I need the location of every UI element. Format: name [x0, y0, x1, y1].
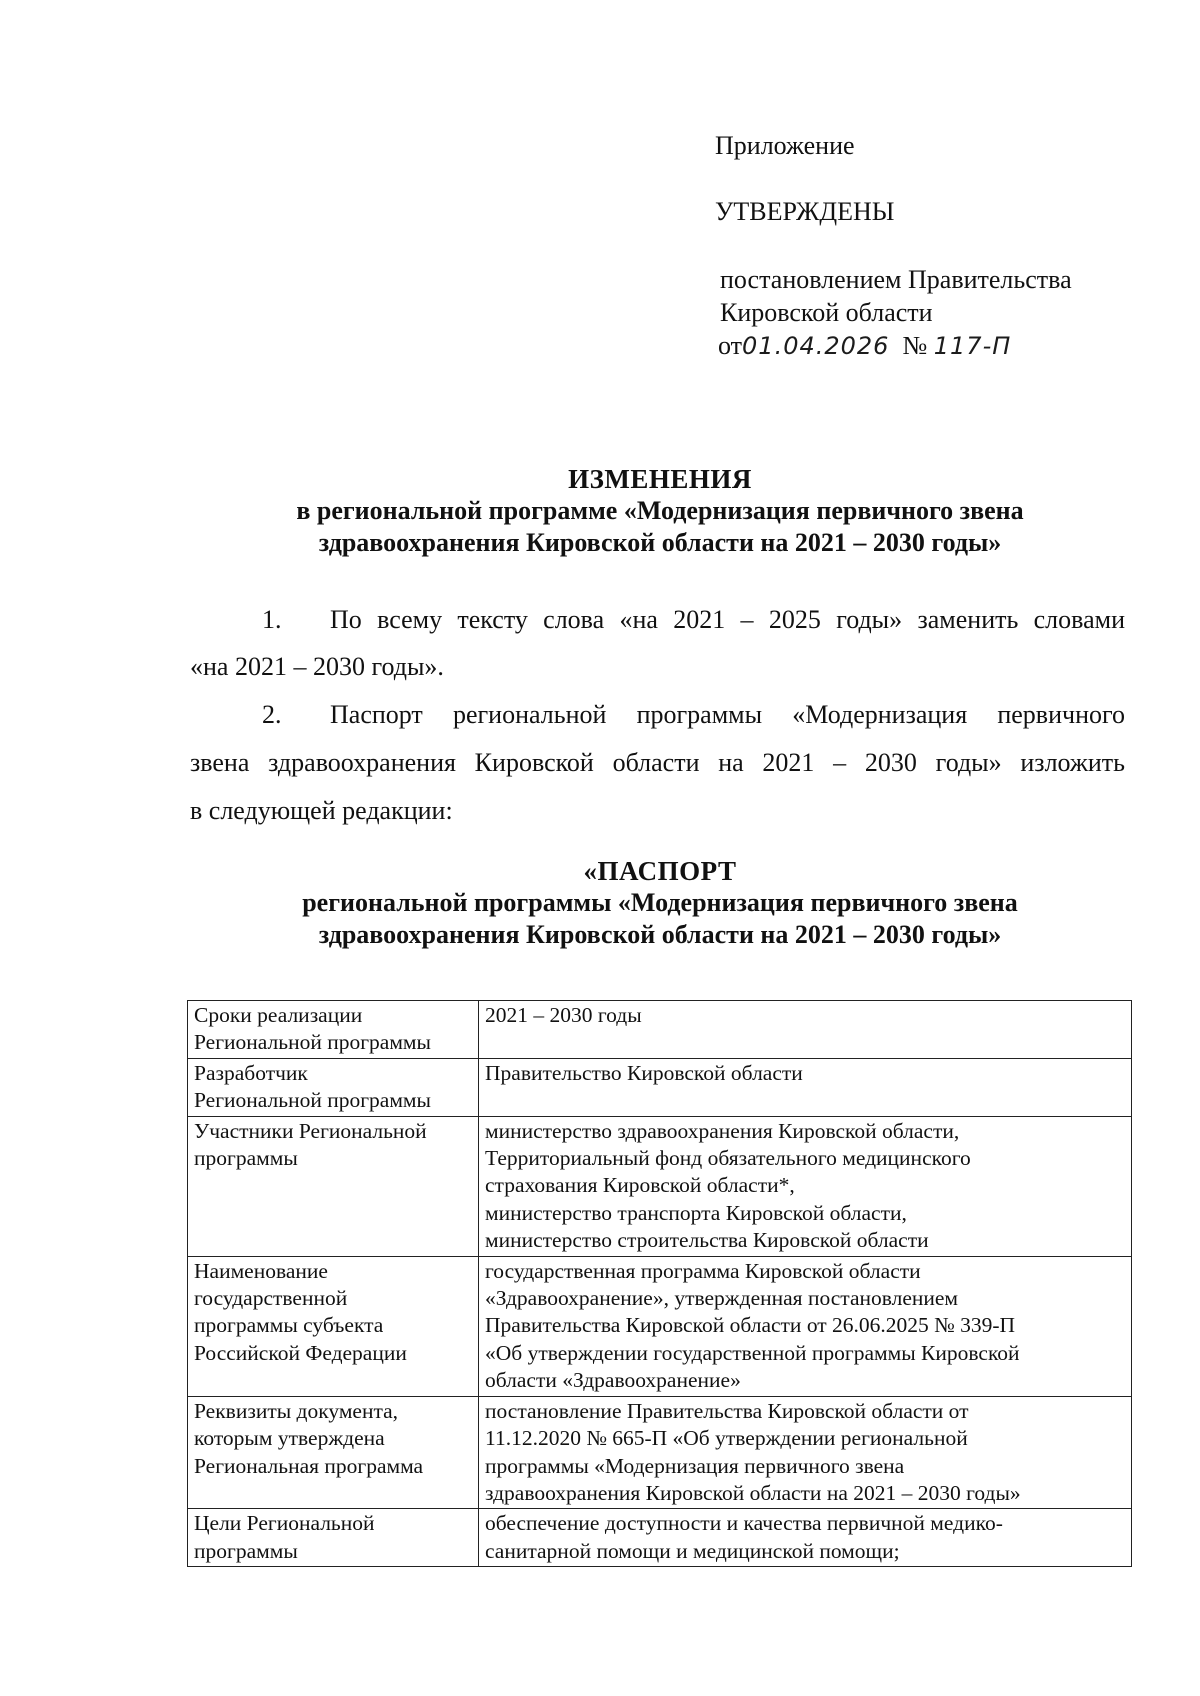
- row-label-line: Российской Федерации: [194, 1340, 407, 1365]
- row-label-line: Цели Региональной: [194, 1511, 375, 1536]
- row-label-line: Участники Региональной: [194, 1118, 427, 1143]
- row-value-cell: [479, 1256, 1132, 1396]
- row-value-line: обеспечение доступности и качества первичной медико-: [485, 1511, 1003, 1536]
- decree-line-2: Кировской области: [720, 298, 933, 327]
- row-value-line: министерство здравоохранения Кировской области,: [485, 1118, 960, 1143]
- row-label-line: Региональной программы: [194, 1088, 431, 1113]
- document-title: ИЗМЕНЕНИЯ: [568, 464, 752, 494]
- row-value-line: области «Здравоохранение»: [485, 1368, 741, 1393]
- passport-table-body: [188, 1001, 1132, 1567]
- row-label-line: Региональной программы: [194, 1030, 431, 1055]
- number-label: №: [902, 331, 928, 360]
- row-label-line: Региональная программа: [194, 1453, 424, 1478]
- appendix-label: Приложение: [715, 131, 855, 160]
- row-value-cell: [479, 1058, 1132, 1116]
- document-subtitle-line-2: здравоохранения Кировской области на 2021 – 2030 годы»: [318, 528, 1002, 557]
- row-value-cell: [479, 1509, 1132, 1567]
- row-value-line: «Здравоохранение», утвержденная постановлением: [485, 1286, 959, 1311]
- row-value-line: 11.12.2020 № 665-П «Об утверждении региональной: [485, 1426, 968, 1451]
- row-label-line: государственной: [194, 1286, 348, 1311]
- row-label-line: которым утверждена: [194, 1426, 385, 1451]
- row-label-line: программы: [194, 1538, 298, 1563]
- item-2-number: 2.: [262, 700, 282, 729]
- row-label-cell: [188, 1001, 479, 1059]
- passport-title: «ПАСПОРТ: [583, 856, 737, 886]
- row-value-line: санитарной помощи и медицинской помощи;: [485, 1538, 900, 1563]
- row-value-line: министерство транспорта Кировской области,: [485, 1200, 907, 1225]
- document-title-block: [180, 463, 1140, 559]
- row-value-line: [485, 1029, 1125, 1056]
- row-value-line: постановление Правительства Кировской области от: [485, 1398, 969, 1423]
- row-label-line: Разработчик: [194, 1060, 308, 1085]
- row-value-cell: [479, 1116, 1132, 1256]
- row-label-line: программы: [194, 1146, 298, 1171]
- passport-title-block: [180, 855, 1140, 951]
- row-value-line: министерство строительства Кировской области: [485, 1228, 929, 1253]
- row-value-line: «Об утверждении государственной программы Кировской: [485, 1340, 1020, 1365]
- item-2-line-1: [190, 699, 1125, 731]
- handwritten-number: 117-П: [933, 332, 1012, 360]
- row-label-cell: [188, 1256, 479, 1396]
- item-2-line-2: звена здравоохранения Кировской области на 2021 – 2030 годы» изложить: [190, 748, 1125, 777]
- row-label-line: Реквизиты документа,: [194, 1398, 399, 1423]
- table-row: [188, 1256, 1132, 1396]
- item-1-text-1: По всему тексту слова «на 2021 – 2025 годы» заменить словами: [330, 605, 1125, 634]
- row-value-line: Территориальный фонд обязательного медицинского: [485, 1146, 971, 1171]
- row-label-cell: [188, 1058, 479, 1116]
- item-1-line-2: «на 2021 – 2030 годы».: [190, 652, 444, 681]
- handwritten-date: 01.04.2026: [742, 332, 890, 360]
- row-value-line: Правительство Кировской области: [485, 1060, 803, 1085]
- table-row: [188, 1116, 1132, 1256]
- table-row: [188, 1001, 1132, 1059]
- item-1-number: 1.: [262, 605, 282, 634]
- row-value-line: здравоохранения Кировской области на 2021 – 2030 годы»: [485, 1480, 1021, 1505]
- approved-label: УТВЕРЖДЕНЫ: [715, 197, 895, 226]
- row-value-line: 2021 – 2030 годы: [485, 1003, 642, 1027]
- table-row: [188, 1396, 1132, 1509]
- item-2-line-3: в следующей редакции:: [190, 796, 453, 825]
- row-value-line: [485, 1087, 1125, 1114]
- row-value-line: страхования Кировской области*,: [485, 1173, 795, 1198]
- row-value-line: государственная программа Кировской области: [485, 1258, 921, 1283]
- table-row: [188, 1509, 1132, 1567]
- document-subtitle-line-1: в региональной программе «Модернизация первичного звена: [296, 496, 1024, 525]
- item-1-line-1: [190, 604, 1125, 636]
- from-prefix: от: [718, 331, 743, 360]
- item-2-text-1: Паспорт региональной программы «Модернизация первичного: [330, 700, 1125, 729]
- row-label-cell: [188, 1509, 479, 1567]
- row-label-line: Наименование: [194, 1258, 328, 1283]
- row-label-cell: [188, 1116, 479, 1256]
- decree-date-number: [718, 330, 1011, 362]
- passport-subtitle-line-2: здравоохранения Кировской области на 2021 – 2030 годы»: [318, 920, 1002, 949]
- passport-subtitle-line-1: региональной программы «Модернизация первичного звена: [302, 888, 1018, 917]
- row-value-line: программы «Модернизация первичного звена: [485, 1453, 905, 1478]
- table-row: [188, 1058, 1132, 1116]
- row-label-cell: [188, 1396, 479, 1509]
- row-value-line: Правительства Кировской области от 26.06.2025 № 339-П: [485, 1313, 1016, 1338]
- row-label-line: Сроки реализации: [194, 1003, 363, 1027]
- row-label-line: программы субъекта: [194, 1313, 384, 1338]
- row-value-cell: [479, 1396, 1132, 1509]
- decree-line-1: постановлением Правительства: [720, 265, 1072, 294]
- row-value-cell: [479, 1001, 1132, 1059]
- passport-table: [187, 1000, 1132, 1567]
